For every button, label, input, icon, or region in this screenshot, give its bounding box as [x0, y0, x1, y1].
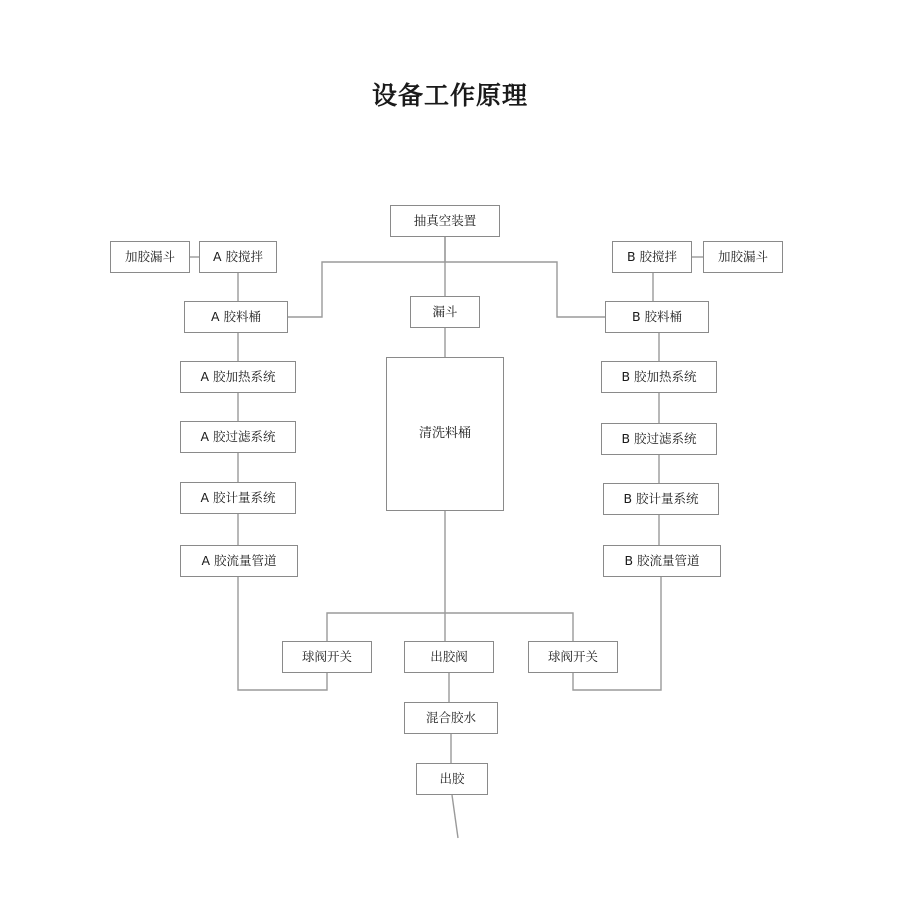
node-ball-valve-left[interactable] [282, 641, 372, 673]
node-glue-output[interactable] [416, 763, 488, 795]
node-a-tank[interactable] [184, 301, 288, 333]
node-label: A 胶计量系统 [200, 490, 276, 506]
node-label: 出胶 [439, 771, 465, 787]
node-dispense-valve[interactable] [404, 641, 494, 673]
node-vacuum[interactable] [390, 205, 500, 237]
node-label: 清洗料桶 [418, 425, 471, 441]
node-label: B 胶过滤系统 [621, 431, 697, 447]
node-label: B 胶加热系统 [621, 369, 697, 385]
node-label: 出胶阀 [430, 649, 468, 665]
node-label: B 胶料桶 [631, 309, 683, 325]
node-ball-valve-right[interactable] [528, 641, 618, 673]
node-a-stir[interactable] [199, 241, 277, 273]
node-label: 球阀开关 [301, 649, 352, 665]
node-label: A 胶搅拌 [212, 249, 264, 265]
node-label: B 胶计量系统 [623, 491, 699, 507]
node-label: 抽真空装置 [413, 213, 477, 229]
node-b-metering-system[interactable] [603, 483, 719, 515]
node-label: A 胶加热系统 [200, 369, 276, 385]
node-label: A 胶过滤系统 [200, 429, 276, 445]
node-label: A 胶流量管道 [201, 553, 277, 569]
node-b-stir[interactable] [612, 241, 692, 273]
node-a-heating-system[interactable] [180, 361, 296, 393]
node-b-hopper[interactable] [703, 241, 783, 273]
node-a-flow-pipe[interactable] [180, 545, 298, 577]
node-b-filter-system[interactable] [601, 423, 717, 455]
node-label: 球阀开关 [547, 649, 598, 665]
node-b-flow-pipe[interactable] [603, 545, 721, 577]
node-label: 加胶漏斗 [717, 249, 768, 265]
node-label: B 胶流量管道 [624, 553, 700, 569]
page-title: 设备工作原理 [371, 81, 528, 110]
node-label: 加胶漏斗 [124, 249, 175, 265]
node-b-tank[interactable] [605, 301, 709, 333]
node-label: A 胶料桶 [210, 309, 262, 325]
node-a-hopper[interactable] [110, 241, 190, 273]
node-label: 混合胶水 [425, 710, 476, 726]
node-mixed-glue[interactable] [404, 702, 498, 734]
node-clean-tank[interactable] [386, 357, 504, 511]
node-label: B 胶搅拌 [626, 249, 678, 265]
node-a-filter-system[interactable] [180, 421, 296, 453]
node-b-heating-system[interactable] [601, 361, 717, 393]
node-funnel[interactable] [410, 296, 480, 328]
node-a-metering-system[interactable] [180, 482, 296, 514]
node-label: 漏斗 [432, 304, 458, 320]
